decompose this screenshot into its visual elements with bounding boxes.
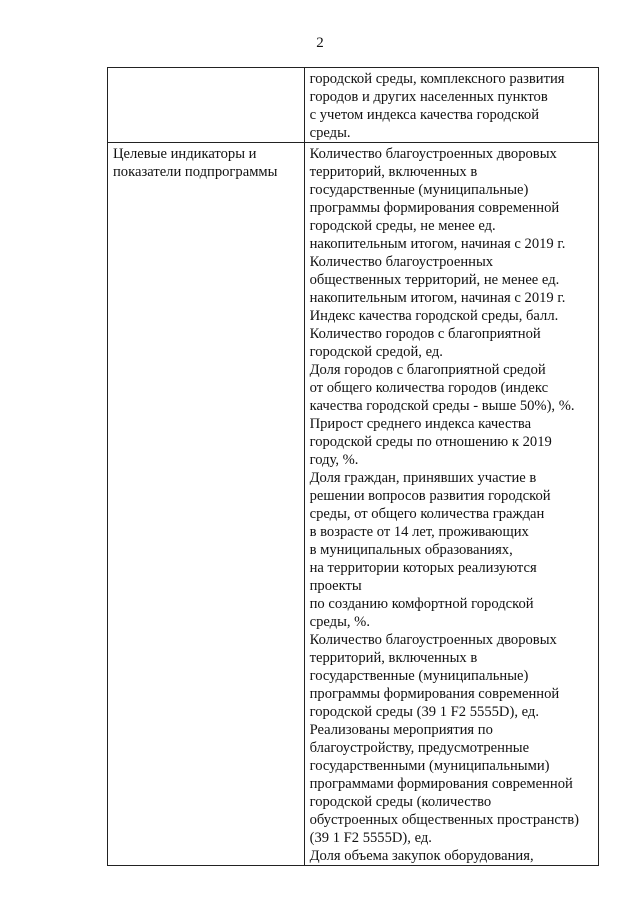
text-line: среды. [309, 125, 351, 141]
text-line: Доля объема закупок оборудования, [309, 848, 534, 864]
text-line: Целевые индикаторы и [113, 146, 257, 162]
text-line: Количество благоустроенных дворовых [309, 146, 557, 162]
text-line: городской среды по отношению к 2019 [309, 434, 552, 450]
table-row [108, 143, 599, 866]
text-line: программами формирования современной [309, 776, 573, 792]
subprogram-table [107, 67, 599, 866]
table-row [108, 68, 599, 143]
indicators-label [113, 145, 300, 181]
text-line: Количество благоустроенных [309, 254, 494, 270]
text-line: Прирост среднего индекса качества [309, 416, 532, 432]
text-line: городов и других населенных пунктов [309, 89, 548, 105]
text-line: году, %. [309, 452, 359, 468]
text-line: (39 1 F2 5555D), ед. [309, 830, 432, 846]
text-line: решении вопросов развития городской [309, 488, 551, 504]
text-line: городской среды, комплексного развития [309, 71, 565, 87]
text-line: государственные (муниципальные) [309, 182, 529, 198]
text-line: показатели подпрограммы [113, 164, 278, 180]
text-line: на территории которых реализуются [309, 560, 537, 576]
text-line: от общего количества городов (индекс [309, 380, 549, 396]
text-line: городской среды (39 1 F2 5555D), ед. [309, 704, 539, 720]
row-2-label-cell [108, 143, 305, 866]
text-line: общественных территорий, не менее ед. [309, 272, 560, 288]
text-line: государственными (муниципальными) [309, 758, 550, 774]
text-line: Реализованы мероприятия по [309, 722, 493, 738]
text-line: Количество городов с благоприятной [309, 326, 541, 342]
text-line: благоустройству, предусмотренные [309, 740, 530, 756]
page-number: 2 [316, 35, 324, 51]
text-line: программы формирования современной [309, 686, 560, 702]
text-line: накопительным итогом, начиная с 2019 г. [309, 236, 566, 252]
text-line: по созданию комфортной городской [309, 596, 534, 612]
text-line: в муниципальных образованиях, [309, 542, 513, 558]
text-line: с учетом индекса качества городской [309, 107, 540, 123]
text-line: проекты [309, 578, 362, 594]
text-line: в возрасте от 14 лет, проживающих [309, 524, 529, 540]
text-line: Доля граждан, принявших участие в [309, 470, 537, 486]
row-1-label-cell [108, 68, 305, 143]
text-line: программы формирования современной [309, 200, 560, 216]
text-line: качества городской среды - выше 50%), %. [309, 398, 575, 414]
text-line: государственные (муниципальные) [309, 668, 529, 684]
text-line: Индекс качества городской среды, балл. [309, 308, 559, 324]
text-line: Доля городов с благоприятной средой [309, 362, 546, 378]
text-line: городской среды, не менее ед. [309, 218, 496, 234]
row-1-content-cell [304, 68, 598, 143]
text-line: городской средой, ед. [309, 344, 443, 360]
text-line: городской среды (количество [309, 794, 492, 810]
text-line: обустроенных общественных пространств) [309, 812, 580, 828]
text-line: среды, от общего количества граждан [309, 506, 545, 522]
text-line: накопительным итогом, начиная с 2019 г. [309, 290, 566, 306]
row-2-content-cell [304, 143, 598, 866]
text-line: территорий, включенных в [309, 650, 478, 666]
text-line: территорий, включенных в [309, 164, 478, 180]
row-1-content-lines [310, 70, 594, 142]
indicators-list [310, 145, 594, 865]
text-line: Количество благоустроенных дворовых [309, 632, 557, 648]
text-line: среды, %. [309, 614, 370, 630]
